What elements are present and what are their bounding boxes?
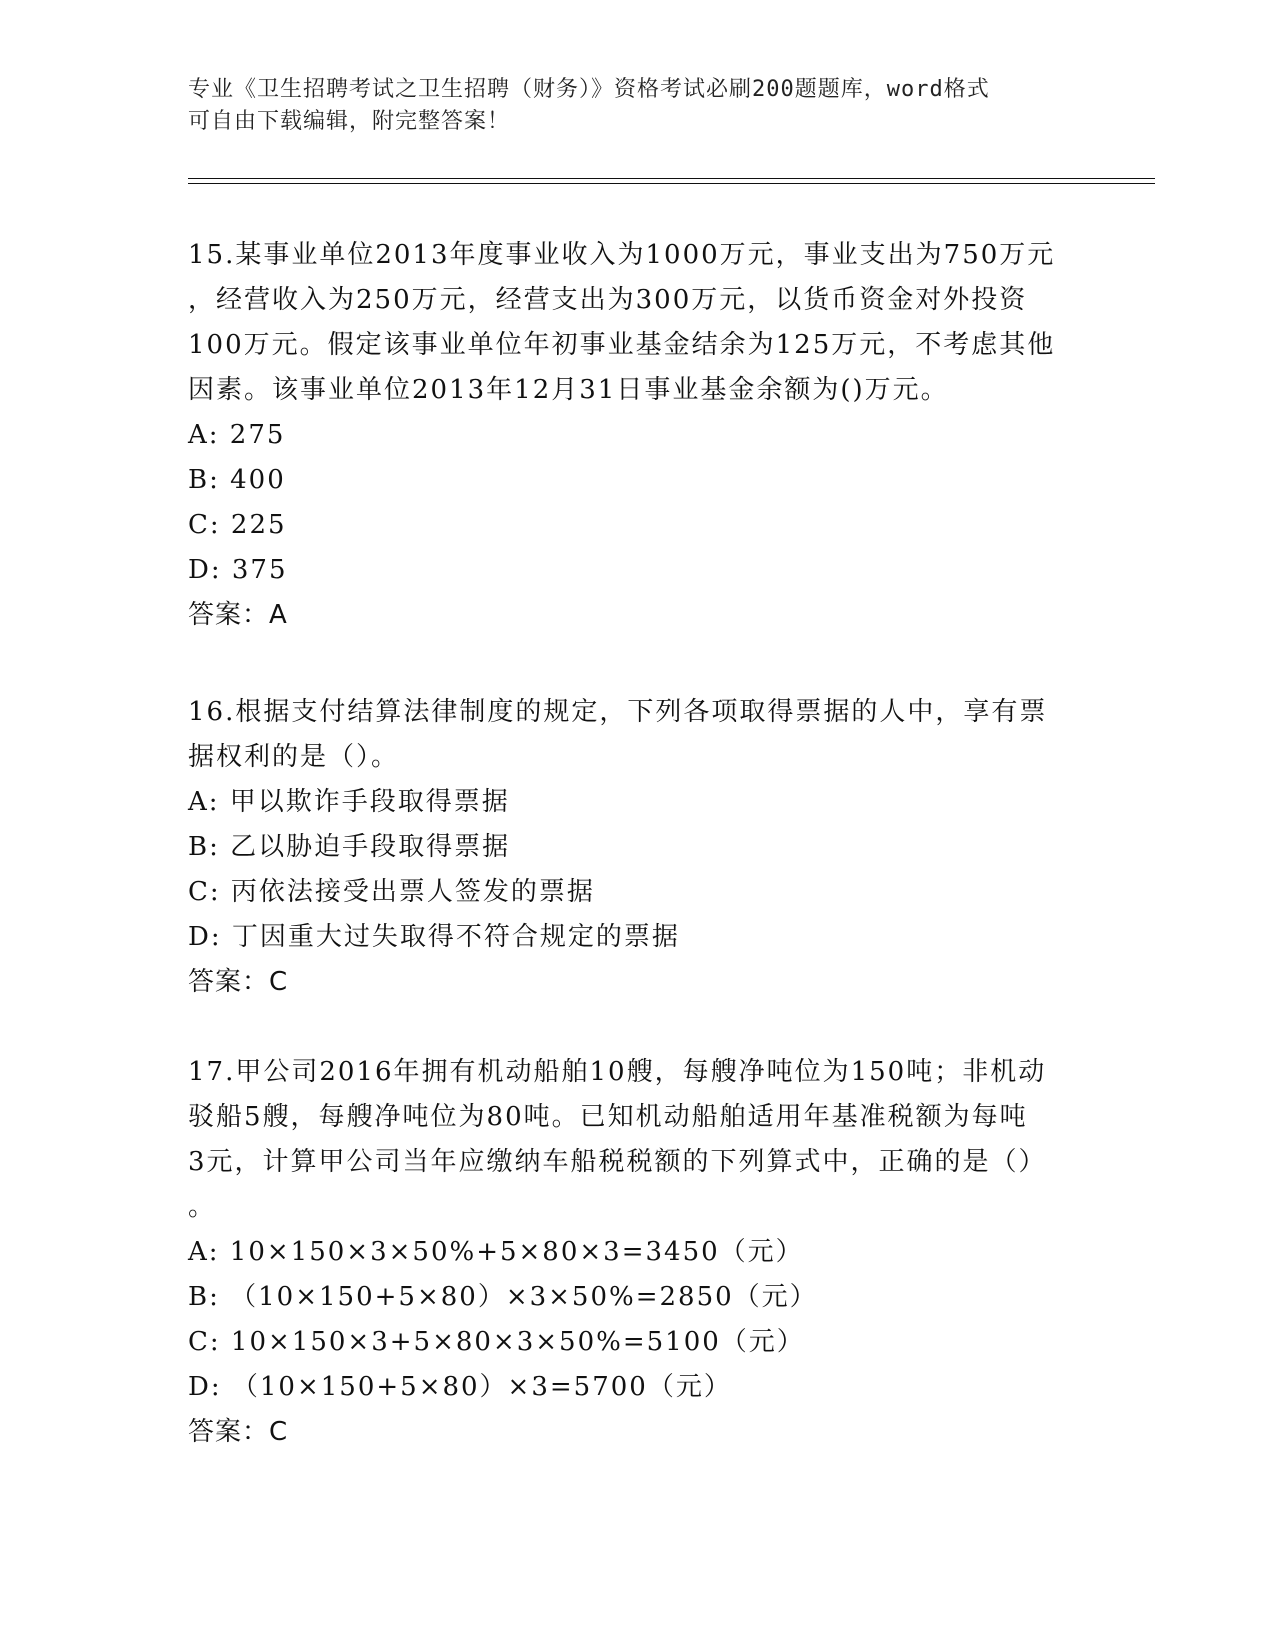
header-divider (188, 178, 1155, 184)
question-stem-line: 17.甲公司2016年拥有机动船舶10艘，每艘净吨位为150吨；非机动 (188, 1057, 1047, 1087)
question-stem-line: ，经营收入为250万元，经营支出为300万元，以货币资金对外投资 (188, 285, 1028, 315)
answer-line: 答案：A (188, 600, 288, 630)
option-a: A: 甲以欺诈手段取得票据 (188, 787, 510, 817)
question-15 (188, 233, 1088, 638)
answer-line: 答案：C (188, 1417, 289, 1447)
header-line-2: 可自由下载编辑，附完整答案！ (188, 109, 511, 134)
question-17 (188, 1050, 1088, 1455)
document-header (188, 74, 1088, 138)
option-b: B: （10×150+5×80）×3×50%=2850（元） (188, 1282, 818, 1312)
option-a: A: 10×150×3×50%+5×80×3=3450（元） (188, 1237, 804, 1267)
option-b: B: 400 (188, 465, 286, 495)
option-a: A: 275 (188, 420, 286, 450)
question-stem-line: 据权利的是（）。 (188, 742, 400, 772)
question-stem-line: 。 (188, 1192, 217, 1222)
option-c: C: 225 (188, 510, 287, 540)
option-c: C: 丙依法接受出票人签发的票据 (188, 877, 595, 907)
question-stem-line: 16.根据支付结算法律制度的规定，下列各项取得票据的人中，享有票 (188, 697, 1048, 727)
question-stem-line: 100万元。假定该事业单位年初事业基金结余为125万元，不考虑其他 (188, 330, 1056, 360)
option-d: D: 丁因重大过失取得不符合规定的票据 (188, 922, 680, 952)
option-c: C: 10×150×3+5×80×3×50%=5100（元） (188, 1327, 805, 1357)
answer-line: 答案：C (188, 967, 289, 997)
header-line-1: 专业《卫生招聘考试之卫生招聘（财务）》资格考试必刷200题题库，word格式 (188, 77, 990, 102)
question-stem-line: 驳船5艘，每艘净吨位为80吨。已知机动船舶适用年基准税额为每吨 (188, 1102, 1028, 1132)
question-16 (188, 690, 1088, 1005)
question-stem-line: 因素。该事业单位2013年12月31日事业基金余额为()万元。 (188, 375, 949, 405)
option-b: B: 乙以胁迫手段取得票据 (188, 832, 511, 862)
option-d: D: 375 (188, 555, 288, 585)
question-stem-line: 3元，计算甲公司当年应缴纳车船税税额的下列算式中，正确的是（） (188, 1147, 1047, 1177)
question-stem-line: 15.某事业单位2013年度事业收入为1000万元，事业支出为750万元 (188, 240, 1056, 270)
option-d: D: （10×150+5×80）×3=5700（元） (188, 1372, 732, 1402)
